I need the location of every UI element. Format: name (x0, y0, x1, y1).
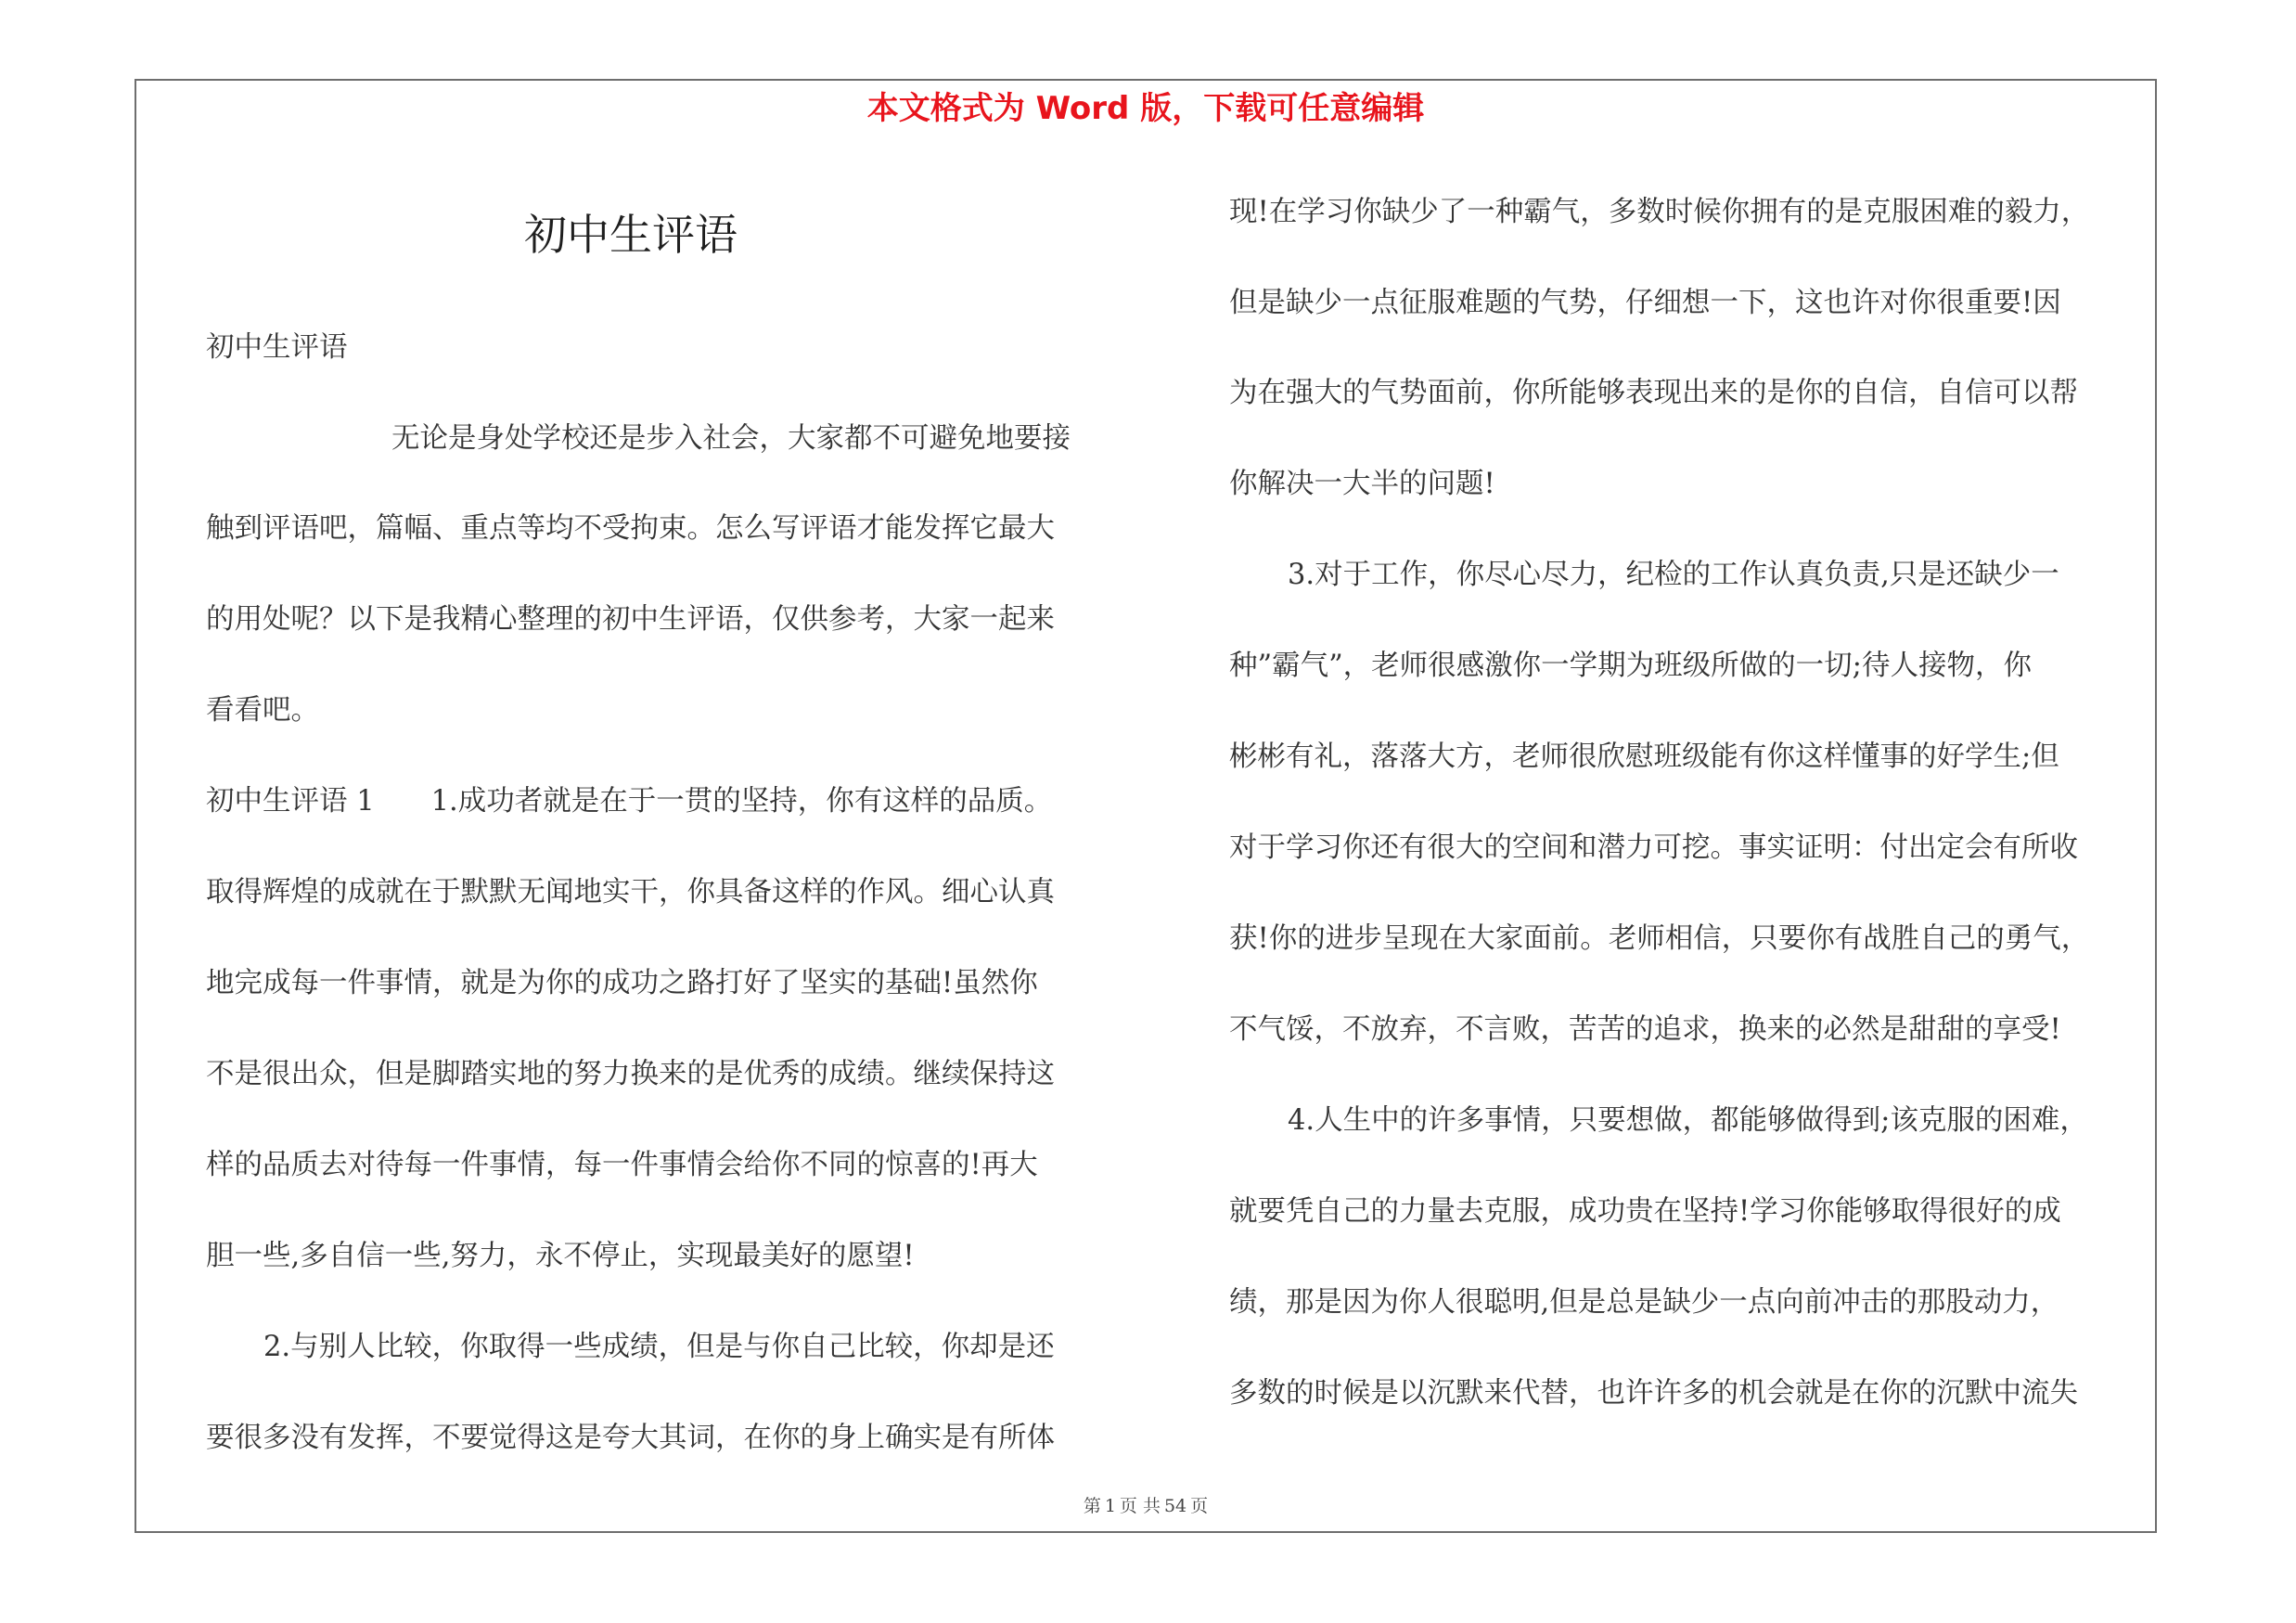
left-line-11: 2.与别人比较，你取得一些成绩，但是与你自己比较，你却是还 (263, 1331, 1055, 1363)
right-line-11: 就要凭自己的力量去克服，成功贵在坚持!学习你能够取得很好的成 (1229, 1195, 2061, 1228)
right-line-5: 种”霸气”，老师很感激你一学期为班级所做的一切;待人接物，你 (1229, 650, 2032, 682)
right-line-9: 不气馁，不放弃，不言败，苦苦的追求，换来的必然是甜甜的享受! (1229, 1013, 2061, 1046)
format-notice-banner: 本文格式为 Word 版，下载可任意编辑 (866, 90, 1425, 127)
left-line-0: 初中生评语 (206, 331, 348, 364)
left-line-10: 胆一些,多自信一些,努力，永不停止，实现最美好的愿望! (206, 1240, 915, 1272)
left-line-6: 取得辉煌的成就在于默默无闻地实干，你具备这样的作风。细心认真 (206, 876, 1055, 908)
footer-total-pages: 54 (1163, 1496, 1187, 1516)
right-line-4: 3.对于工作，你尽心尽力，纪检的工作认真负责,只是还缺少一 (1288, 559, 2059, 591)
left-line-1: 无论是身处学校还是步入社会，大家都不可避免地要接 (391, 422, 1071, 455)
right-line-1: 但是缺少一点征服难题的气势，仔细想一下，这也许对你很重要!因 (1229, 287, 2061, 319)
right-line-6: 彬彬有礼，落落大方，老师很欣慰班级能有你这样懂事的好学生;但 (1229, 741, 2059, 773)
right-line-12: 绩，那是因为你人很聪明,但是总是缺少一点向前冲击的那股动力， (1229, 1286, 2059, 1319)
left-line-7: 地完成每一件事情，就是为你的成功之路打好了坚实的基础!虽然你 (206, 967, 1038, 999)
left-line-9: 样的品质去对待每一件事情，每一件事情会给你不同的惊喜的!再大 (206, 1149, 1038, 1181)
left-line-12: 要很多没有发挥，不要觉得这是夸大其词，在你的身上确实是有所体 (206, 1422, 1055, 1454)
left-line-8: 不是很出众，但是脚踏实地的努力换来的是优秀的成绩。继续保持这 (206, 1058, 1055, 1090)
right-line-3: 你解决一大半的问题! (1229, 468, 1495, 500)
right-line-7: 对于学习你还有很大的空间和潜力可挖。事实证明：付出定会有所收 (1229, 831, 2078, 864)
left-line-5: 初中生评语 1 1.成功者就是在于一贯的坚持，你有这样的品质。 (206, 785, 1053, 818)
footer-page-number: 1 (1104, 1496, 1116, 1516)
footer-middle: 页 共 (1119, 1496, 1161, 1516)
footer-suffix: 页 (1190, 1496, 1209, 1516)
left-line-2: 触到评语吧，篇幅、重点等均不受拘束。怎么写评语才能发挥它最大 (206, 512, 1055, 545)
right-line-13: 多数的时候是以沉默来代替，也许许多的机会就是在你的沉默中流失 (1229, 1377, 2078, 1410)
left-line-4: 看看吧。 (206, 694, 319, 727)
footer-prefix: 第 (1083, 1496, 1101, 1516)
right-line-10: 4.人生中的许多事情，只要想做，都能够做得到;该克服的困难， (1288, 1104, 2088, 1137)
right-line-2: 为在强大的气势面前，你所能够表现出来的是你的自信，自信可以帮 (1229, 377, 2078, 409)
page-number-footer (135, 1492, 2157, 1520)
document-title: 初中生评语 (524, 210, 738, 260)
right-line-8: 获!你的进步呈现在大家面前。老师相信，只要你有战胜自己的勇气， (1229, 922, 2090, 955)
left-line-3: 的用处呢？以下是我精心整理的初中生评语，仅供参考，大家一起来 (206, 603, 1055, 636)
right-line-0: 现!在学习你缺少了一种霸气，多数时候你拥有的是克服困难的毅力， (1229, 196, 2090, 228)
